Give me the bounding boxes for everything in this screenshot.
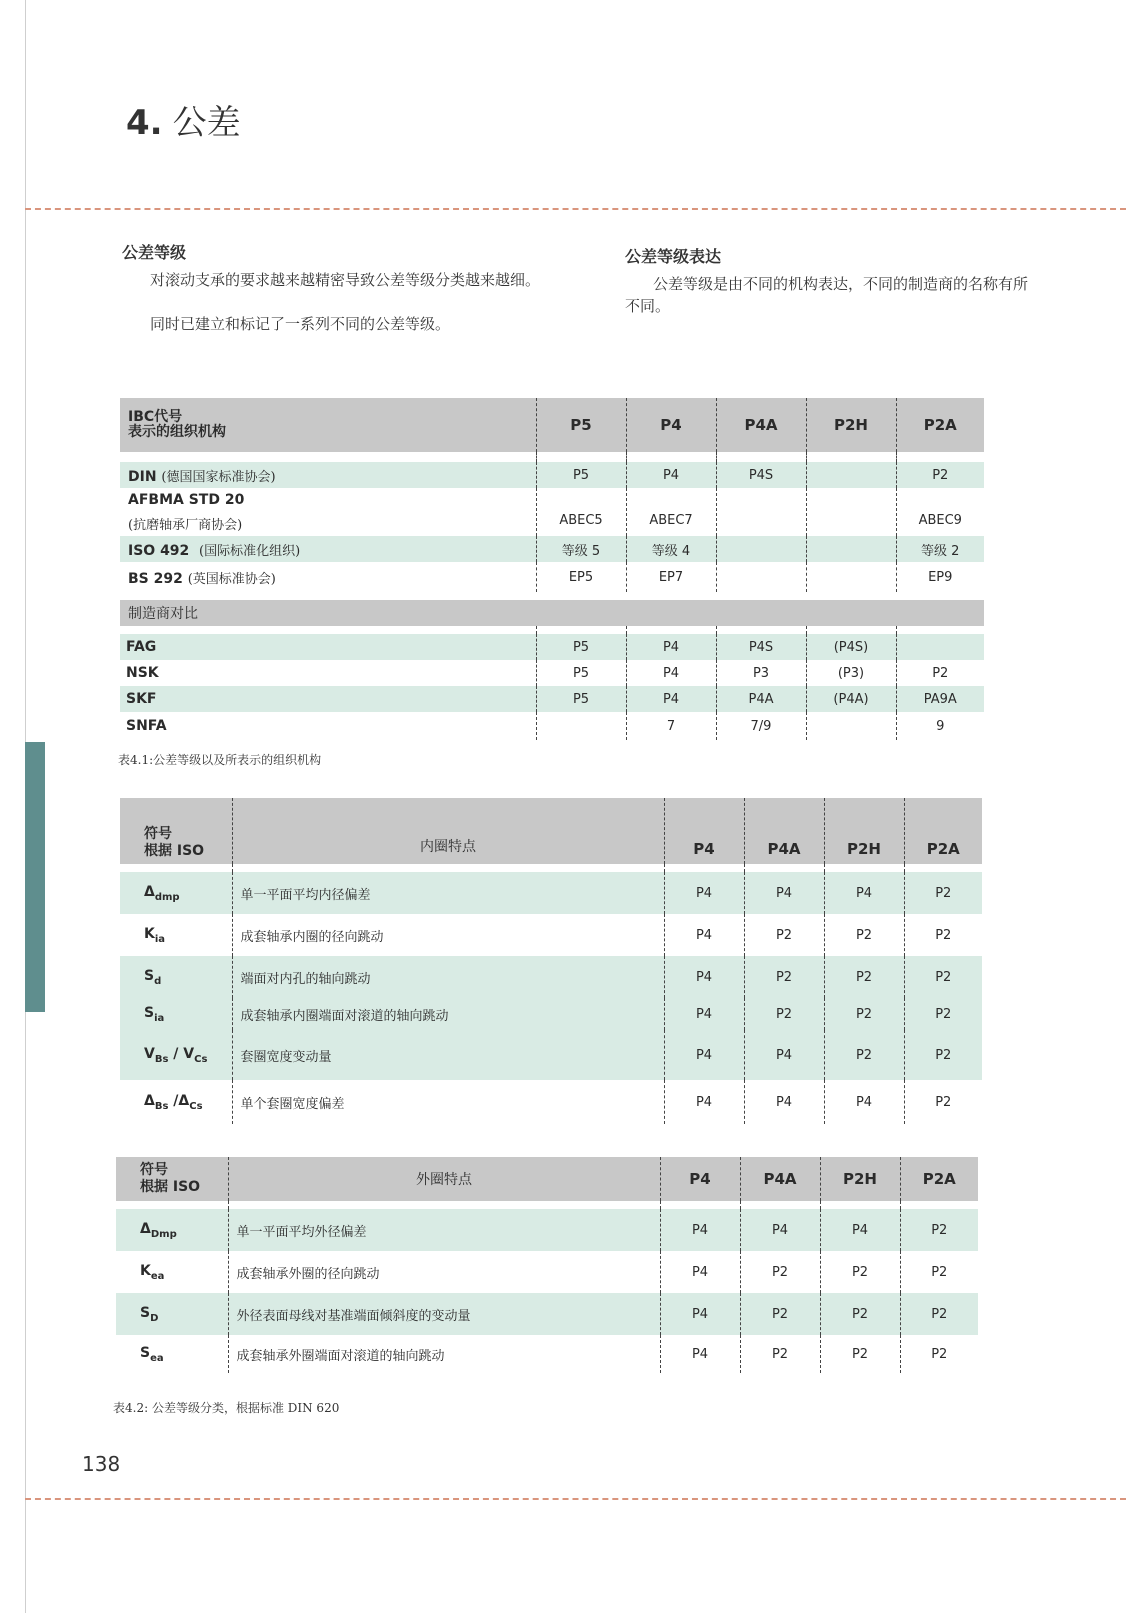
inner-heading: 内圈特点 (232, 798, 664, 864)
table-cell: P2 (904, 1030, 982, 1080)
table-cell (806, 488, 896, 536)
table1-header-line1: IBC代号 (128, 409, 183, 425)
table-cell: P2 (904, 956, 982, 998)
table-row (120, 686, 984, 712)
symbol: $\Delta_{Dmp}$ (140, 1220, 177, 1240)
table-cell: ABEC5 (536, 488, 626, 536)
symbol: $\Delta_{Bs}$ $/\Delta_{Cs}$ (144, 1092, 203, 1112)
table-cell: P4 (626, 634, 716, 660)
table-cell: P2 (900, 1335, 978, 1373)
table-cell: (P4S) (806, 634, 896, 660)
table-row (116, 1251, 978, 1293)
table-cell (806, 462, 896, 488)
table-cell: P4 (660, 1293, 740, 1335)
intro-right (625, 244, 1035, 317)
table-cell: P4 (660, 1251, 740, 1293)
table-cell: P4 (824, 1080, 904, 1124)
table-row (120, 660, 984, 686)
table-row (116, 1335, 978, 1373)
table-cell: P4 (664, 872, 744, 914)
table-cell: P2 (744, 956, 824, 998)
symbol: $K_{ea}$ (140, 1262, 165, 1282)
symbol: $V_{Bs} / V_{Cs}$ (144, 1045, 208, 1065)
table-row (120, 956, 982, 998)
table-row (120, 634, 984, 660)
table-cell: 等级 4 (626, 536, 716, 562)
table-cell: P4S (716, 462, 806, 488)
table2-col-head: P2H (824, 798, 904, 864)
symbol: $S_{ia}$ (144, 1004, 165, 1024)
table2-col-head: P4A (744, 798, 824, 864)
table-cell: P4 (664, 1030, 744, 1080)
description: 外径表面母线对基准端面倾斜度的变动量 (228, 1293, 660, 1335)
table-cell: P2 (820, 1335, 900, 1373)
table-row (120, 872, 982, 914)
table-cell (806, 536, 896, 562)
org-sub: (抗磨轴承厂商协会) (128, 517, 243, 533)
table-cell: P4A (716, 686, 806, 712)
inner-ring-table (120, 798, 982, 1124)
symbol: $K_{ia}$ (144, 925, 166, 945)
intro-right-heading: 公差等级表达 (625, 247, 722, 266)
table-cell: P4 (664, 998, 744, 1030)
table-cell: P4 (626, 686, 716, 712)
outer-header-row (116, 1157, 978, 1201)
table-cell: P2 (820, 1251, 900, 1293)
table-cell: P4 (740, 1209, 820, 1251)
org-name: AFBMA STD 20 (抗磨轴承厂商协会) (120, 488, 536, 536)
table-cell: (P4A) (806, 686, 896, 712)
table1-col-head: P2A (896, 398, 984, 452)
tolerance-feature-heading: 公差特点 (523, 810, 576, 825)
intro-left-heading: 公差等级 (122, 243, 187, 262)
chapter-side-tab (25, 742, 45, 1012)
table2-col-head: P2H (820, 1157, 900, 1201)
table-cell: 等级 2 (896, 536, 984, 562)
symbol: $S_d$ (144, 967, 162, 987)
table-cell: P2 (904, 998, 982, 1030)
description: 单一平面平均外径偏差 (228, 1209, 660, 1251)
org-name: ISO 492 (国际标准化组织) (128, 542, 301, 559)
table-cell: ABEC9 (896, 488, 984, 536)
table-cell: P4S (716, 634, 806, 660)
org-name: BS 292 (英国标准协会) (128, 570, 276, 587)
table-cell: P5 (536, 686, 626, 712)
org-sub: (国际标准化组织) (199, 543, 301, 559)
table-cell (716, 536, 806, 562)
table2-col-head: P4A (740, 1157, 820, 1201)
table-cell: P2 (824, 914, 904, 956)
chapter-title-text: 公差 (172, 103, 241, 143)
table2-col-head: P4 (660, 1157, 740, 1201)
table1-header-line2: 表示的组织机构 (128, 424, 226, 440)
manufacturer-name: SKF (126, 691, 157, 707)
symbol: $\Delta_{dmp}$ (144, 883, 180, 903)
symbol-head-line2: 根据 ISO (144, 843, 205, 859)
table2-col-head: P2A (900, 1157, 978, 1201)
table-cell (536, 712, 626, 740)
table-cell: PA9A (896, 686, 984, 712)
table-cell (896, 634, 984, 660)
table2-col-head: P4 (664, 798, 744, 864)
table1-header-row (120, 398, 984, 452)
table-cell (806, 712, 896, 740)
table-cell: P2 (744, 998, 824, 1030)
top-dashed-rule (25, 208, 1126, 210)
table-row (116, 1209, 978, 1251)
table1-col-head: P5 (536, 398, 626, 452)
page-number: 138 (82, 1452, 121, 1476)
table-row (120, 462, 984, 488)
table-row (120, 488, 984, 536)
table-cell (806, 562, 896, 592)
symbol: $S_{ea}$ (140, 1344, 164, 1364)
table1-col-head: P4 (626, 398, 716, 452)
table-cell: P2 (824, 956, 904, 998)
table2-col-head: P2A (904, 798, 982, 864)
table-cell: P4 (820, 1209, 900, 1251)
intro-left-para1: 对滚动支承的要求越来越精密导致公差等级分类越来越细。 (150, 271, 541, 289)
table-cell: P2 (900, 1251, 978, 1293)
bottom-dashed-rule (25, 1498, 1126, 1500)
org-sub: (德国国家标准协会) (161, 469, 276, 485)
table-row (120, 712, 984, 740)
chapter-number: 4. (126, 103, 163, 143)
table-cell: 9 (896, 712, 984, 740)
table-cell: P3 (716, 660, 806, 686)
description: 端面对内孔的轴向跳动 (232, 956, 664, 998)
manufacturer-name: SNFA (126, 718, 167, 734)
table1-caption: 表4.1:公差等级以及所表示的组织机构 (118, 753, 322, 767)
table-cell: P2 (740, 1293, 820, 1335)
table-row (120, 914, 982, 956)
table-cell: EP5 (536, 562, 626, 592)
table-cell: P2 (904, 1080, 982, 1124)
table-cell: P4 (744, 1030, 824, 1080)
description: 成套轴承外圈的径向跳动 (228, 1251, 660, 1293)
table-cell: P2 (740, 1251, 820, 1293)
table-cell: P2 (740, 1335, 820, 1373)
org-name: DIN (德国国家标准协会) (128, 468, 276, 485)
table-cell: P2 (904, 872, 982, 914)
intro-right-para1: 公差等级是由不同的机构表达，不同的制造商的名称有所不同。 (625, 275, 1029, 315)
table-cell: P4 (744, 872, 824, 914)
outer-ring-table (116, 1157, 978, 1373)
table-cell: P4 (664, 956, 744, 998)
table-cell (716, 562, 806, 592)
table-cell: P2 (824, 998, 904, 1030)
table2-caption: 表4.2: 公差等级分类，根据标准 DIN 620 (113, 1401, 340, 1415)
table-cell: P4 (664, 1080, 744, 1124)
table-cell: P4 (660, 1209, 740, 1251)
table-cell: P4 (824, 872, 904, 914)
table-cell: EP9 (896, 562, 984, 592)
tolerance-class-table (120, 398, 984, 740)
table-cell: 7/9 (716, 712, 806, 740)
table-cell: P2 (744, 914, 824, 956)
symbol-head-line1: 符号 (140, 1162, 168, 1178)
symbol: $S_D$ (140, 1304, 159, 1324)
inner-header-row (120, 798, 982, 864)
symbol-head-line1: 符号 (144, 826, 172, 842)
table-cell: ABEC7 (626, 488, 716, 536)
table-cell: P2 (820, 1293, 900, 1335)
table1-col-head: P4A (716, 398, 806, 452)
table-cell: P5 (536, 660, 626, 686)
table-cell: P4 (626, 462, 716, 488)
table-cell (716, 488, 806, 536)
table-row (120, 536, 984, 562)
outer-heading: 外圈特点 (228, 1157, 660, 1201)
manufacturer-name: NSK (126, 665, 159, 681)
table-cell: P4 (660, 1335, 740, 1373)
description: 成套轴承内圈端面对滚道的轴向跳动 (232, 998, 664, 1030)
table-cell: P4 (664, 914, 744, 956)
description: 单个套圈宽度偏差 (232, 1080, 664, 1124)
manufacturer-subhead-row (120, 600, 984, 626)
table-cell: P4 (744, 1080, 824, 1124)
table-cell: P4 (626, 660, 716, 686)
intro-left (122, 240, 542, 335)
table-cell: P2 (900, 1293, 978, 1335)
chapter-title (126, 95, 241, 144)
table-cell: P2 (896, 462, 984, 488)
table-row (120, 998, 982, 1030)
symbol-head (120, 798, 232, 864)
symbol-head-line2: 根据 ISO (140, 1179, 201, 1195)
description: 成套轴承内圈的径向跳动 (232, 914, 664, 956)
table-cell: 7 (626, 712, 716, 740)
description: 成套轴承外圈端面对滚道的轴向跳动 (228, 1335, 660, 1373)
table-cell: (P3) (806, 660, 896, 686)
table-cell: P5 (536, 462, 626, 488)
table-cell: 等级 5 (536, 536, 626, 562)
org-sub: (英国标准协会) (187, 571, 276, 587)
description: 套圈宽度变动量 (232, 1030, 664, 1080)
table-row (120, 1080, 982, 1124)
table-cell: P2 (900, 1209, 978, 1251)
table1-header-label (120, 398, 536, 452)
symbol-head (116, 1157, 228, 1201)
table-cell: P2 (904, 914, 982, 956)
table-row (120, 562, 984, 592)
table-cell: P5 (536, 634, 626, 660)
table-cell: EP7 (626, 562, 716, 592)
table-cell: P2 (824, 1030, 904, 1080)
intro-left-para2: 同时已建立和标记了一系列不同的公差等级。 (150, 315, 451, 333)
table-cell: P2 (896, 660, 984, 686)
table-row (116, 1293, 978, 1335)
table-row (120, 1030, 982, 1080)
manufacturer-heading: 制造商对比 (120, 600, 984, 626)
description: 单一平面平均内径偏差 (232, 872, 664, 914)
table1-col-head: P2H (806, 398, 896, 452)
manufacturer-name: FAG (126, 639, 157, 655)
